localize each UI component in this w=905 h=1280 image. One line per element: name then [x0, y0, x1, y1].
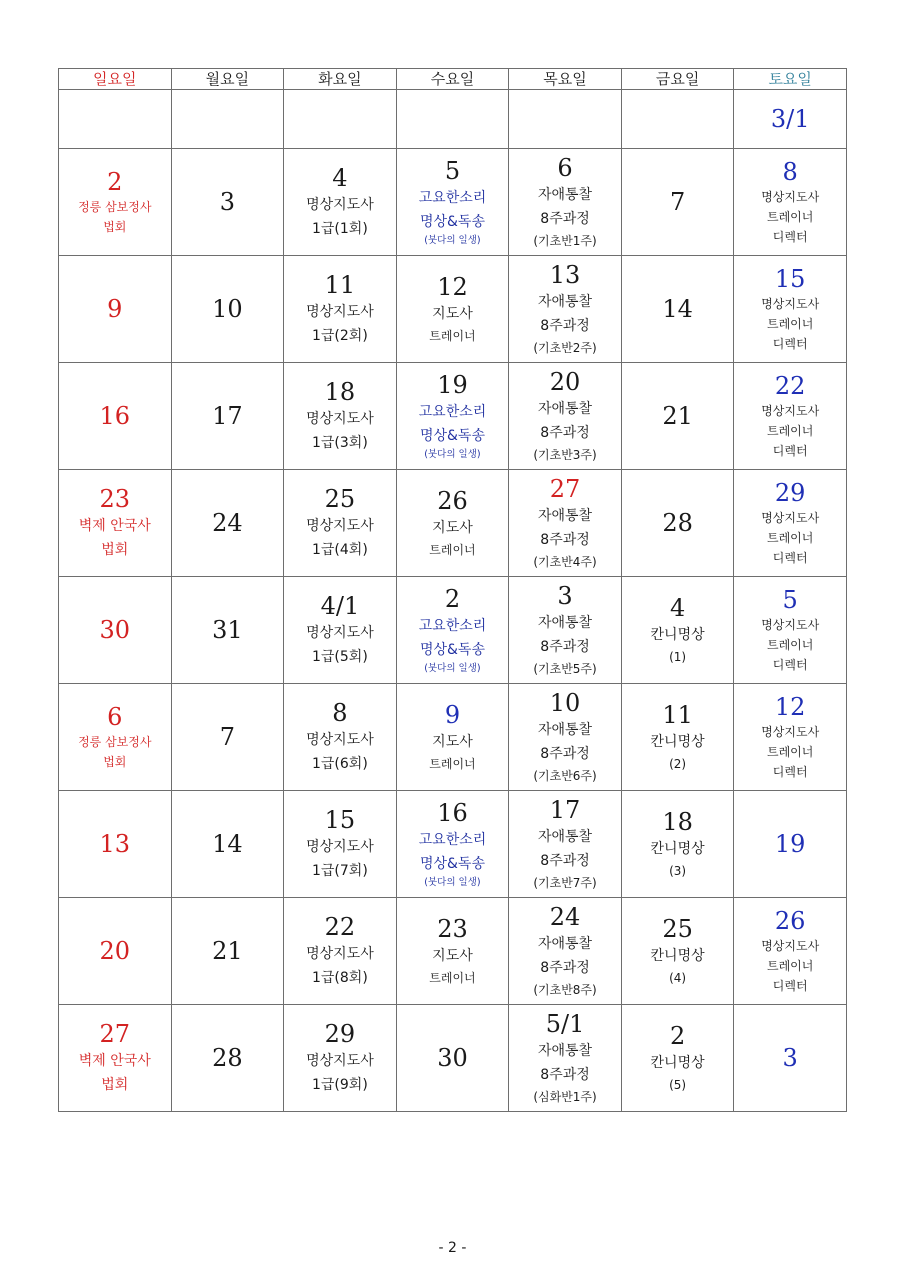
event-text: 1급(2회) [312, 328, 368, 344]
event-text: 자애통찰 [537, 294, 593, 310]
header-monday: 월요일 [171, 69, 284, 90]
day-cell [509, 149, 622, 256]
day-cell [621, 470, 734, 577]
event-text: 1급(7회) [312, 863, 368, 879]
day-number: 5/1 [545, 1010, 585, 1038]
day-cell [396, 898, 509, 1005]
header-friday: 금요일 [621, 69, 734, 90]
day-cell [621, 149, 734, 256]
calendar-table [58, 68, 847, 1112]
event-text: 1급(6회) [312, 756, 368, 772]
day-cell [284, 90, 397, 149]
day-number: 9 [444, 701, 461, 729]
week-row [59, 363, 847, 470]
day-number: 14 [662, 295, 693, 323]
event-text: 트레이너 [767, 210, 814, 224]
day-number: 6 [557, 154, 573, 182]
event-text: 명상지도사 [306, 625, 374, 641]
week-row [59, 90, 847, 149]
day-number: 23 [437, 915, 468, 943]
day-number: 7 [669, 188, 686, 216]
event-text: 디렉터 [772, 979, 808, 993]
day-number: 8 [332, 699, 348, 727]
day-cell [509, 898, 622, 1005]
event-text: 명상지도사 [306, 946, 374, 962]
day-cell [621, 577, 734, 684]
week-row [59, 791, 847, 898]
event-text: (기초반3주) [533, 448, 597, 462]
event-text: 트레이너 [429, 543, 476, 557]
event-text: 디렉터 [772, 444, 808, 458]
event-text: 자애통찰 [537, 722, 593, 738]
event-text: 1급(1회) [312, 221, 368, 237]
day-cell [171, 791, 284, 898]
event-text: 고요한소리 [418, 404, 487, 420]
day-cell [59, 470, 172, 577]
day-cell [171, 684, 284, 791]
event-text: 트레이너 [767, 317, 814, 331]
day-number: 19 [437, 371, 468, 399]
day-cell [734, 791, 847, 898]
event-text: 디렉터 [772, 230, 808, 244]
day-number: 22 [324, 913, 356, 941]
day-cell [621, 1005, 734, 1112]
day-cell [171, 1005, 284, 1112]
event-text: (기초반7주) [533, 876, 597, 890]
day-cell [396, 684, 509, 791]
day-cell [734, 1005, 847, 1112]
event-text: 명상지도사 [306, 1053, 374, 1069]
day-cell [396, 90, 509, 149]
event-text: 디렉터 [772, 658, 808, 672]
event-text: 명상&독송 [419, 642, 485, 658]
event-text: 명상지도사 [761, 404, 820, 418]
week-row [59, 577, 847, 684]
day-cell [284, 256, 397, 363]
day-number: 5 [444, 157, 461, 185]
day-cell [284, 898, 397, 1005]
day-cell [284, 577, 397, 684]
day-number: 28 [212, 1044, 243, 1072]
event-text: 지도사 [432, 306, 473, 322]
week-row [59, 1005, 847, 1112]
day-number: 16 [99, 402, 131, 430]
day-cell [171, 577, 284, 684]
day-cell [284, 684, 397, 791]
event-text: 법회 [103, 755, 127, 769]
day-number: 19 [774, 830, 806, 858]
event-text: 트레이너 [767, 424, 814, 438]
event-text: (4) [669, 971, 687, 985]
weekday-header-row [59, 69, 847, 90]
calendar-body [59, 90, 847, 1112]
event-text: 1급(9회) [312, 1077, 368, 1093]
day-cell [396, 577, 509, 684]
day-cell [59, 898, 172, 1005]
day-cell [621, 791, 734, 898]
day-cell [621, 90, 734, 149]
event-text: 정릉 삼보정사 [78, 735, 152, 749]
day-number: 18 [324, 378, 356, 406]
event-text: 자애통찰 [537, 401, 593, 417]
day-cell [171, 898, 284, 1005]
event-text: 트레이너 [767, 638, 814, 652]
day-cell [396, 470, 509, 577]
day-number: 31 [212, 616, 243, 644]
event-text: 트레이너 [767, 531, 814, 545]
event-text: (5) [669, 1078, 687, 1092]
day-number: 23 [99, 485, 131, 513]
day-cell [621, 684, 734, 791]
event-text: 1급(5회) [312, 649, 368, 665]
event-text: 지도사 [432, 948, 473, 964]
event-text: 8주과정 [540, 639, 590, 655]
event-text: 명상지도사 [306, 839, 374, 855]
day-cell [734, 898, 847, 1005]
day-cell [59, 90, 172, 149]
day-number: 8 [782, 158, 798, 186]
day-cell [59, 791, 172, 898]
day-cell [509, 470, 622, 577]
day-number: 3 [557, 582, 573, 610]
event-text: 지도사 [432, 734, 473, 750]
event-text: (붓다의 일생) [424, 235, 481, 246]
event-text: (기초반6주) [533, 769, 597, 783]
week-row [59, 898, 847, 1005]
day-number: 22 [774, 372, 806, 400]
event-text: 자애통찰 [537, 615, 593, 631]
event-text: 명상지도사 [306, 732, 374, 748]
day-number: 4 [332, 164, 348, 192]
page-number: - 2 - [438, 1240, 467, 1256]
event-text: 자애통찰 [537, 829, 593, 845]
day-number: 10 [212, 295, 243, 323]
day-cell [621, 363, 734, 470]
day-cell [396, 256, 509, 363]
day-number: 17 [549, 796, 581, 824]
event-text: 트레이너 [429, 329, 476, 343]
day-number: 15 [774, 265, 806, 293]
day-number: 25 [662, 915, 693, 943]
day-number: 3 [782, 1044, 798, 1072]
day-number: 21 [212, 937, 243, 965]
event-text: 8주과정 [540, 425, 590, 441]
header-tuesday: 화요일 [284, 69, 397, 90]
event-text: 자애통찰 [537, 1043, 593, 1059]
day-number: 26 [437, 487, 468, 515]
event-text: 법회 [103, 220, 127, 234]
day-number: 24 [549, 903, 581, 931]
day-cell [284, 149, 397, 256]
day-number: 11 [324, 271, 356, 299]
day-cell [284, 791, 397, 898]
day-number: 16 [437, 799, 468, 827]
day-number: 30 [99, 616, 131, 644]
day-cell [59, 256, 172, 363]
event-text: 1급(3회) [312, 435, 368, 451]
event-text: 트레이너 [429, 757, 476, 771]
day-cell [284, 363, 397, 470]
day-number: 25 [324, 485, 356, 513]
day-cell [509, 684, 622, 791]
day-number: 13 [549, 261, 581, 289]
header-wednesday: 수요일 [396, 69, 509, 90]
day-number: 13 [99, 830, 131, 858]
day-number: 26 [774, 907, 806, 935]
event-text: 8주과정 [540, 532, 590, 548]
event-text: 정릉 삼보정사 [78, 200, 152, 214]
day-cell [59, 149, 172, 256]
event-text: 법회 [101, 542, 129, 558]
day-cell [509, 791, 622, 898]
event-text: 법회 [101, 1077, 129, 1093]
event-text: 명상&독송 [419, 428, 485, 444]
event-text: (1) [669, 650, 687, 664]
event-text: (기초반4주) [533, 555, 597, 569]
day-cell [621, 898, 734, 1005]
day-number: 20 [99, 937, 131, 965]
week-row [59, 470, 847, 577]
event-text: (붓다의 일생) [424, 877, 481, 888]
day-cell [734, 684, 847, 791]
day-number: 27 [99, 1020, 131, 1048]
event-text: 명상지도사 [761, 725, 820, 739]
day-cell [59, 1005, 172, 1112]
header-sunday: 일요일 [59, 69, 172, 90]
day-cell [734, 470, 847, 577]
week-row [59, 684, 847, 791]
day-number: 18 [662, 808, 693, 836]
event-text: 칸니명상 [650, 1055, 705, 1071]
event-text: 명상지도사 [306, 411, 374, 427]
day-cell [509, 1005, 622, 1112]
week-row [59, 256, 847, 363]
event-text: 8주과정 [540, 211, 590, 227]
day-number: 24 [212, 509, 243, 537]
day-number: 2 [107, 168, 123, 196]
day-cell [734, 577, 847, 684]
day-number: 29 [774, 479, 806, 507]
day-cell [509, 256, 622, 363]
day-number: 4 [669, 594, 686, 622]
event-text: 명상지도사 [761, 939, 820, 953]
event-text: (붓다의 일생) [424, 663, 481, 674]
day-cell [59, 684, 172, 791]
event-text: 벽제 안국사 [78, 518, 151, 534]
day-cell [59, 577, 172, 684]
event-text: 8주과정 [540, 318, 590, 334]
event-text: 8주과정 [540, 853, 590, 869]
event-text: 트레이너 [429, 971, 476, 985]
event-text: 명상지도사 [761, 297, 820, 311]
event-text: 고요한소리 [418, 832, 487, 848]
day-cell [396, 149, 509, 256]
event-text: (기초반8주) [533, 983, 597, 997]
day-number: 5 [782, 586, 798, 614]
day-cell [171, 363, 284, 470]
event-text: 고요한소리 [418, 618, 487, 634]
day-cell [734, 256, 847, 363]
day-cell [509, 363, 622, 470]
day-number: 17 [212, 402, 243, 430]
event-text: 디렉터 [772, 551, 808, 565]
day-number: 15 [324, 806, 356, 834]
day-cell [171, 256, 284, 363]
event-text: 자애통찰 [537, 508, 593, 524]
event-text: 트레이너 [767, 745, 814, 759]
day-number: 28 [662, 509, 693, 537]
day-number: 10 [549, 689, 581, 717]
day-cell [171, 149, 284, 256]
day-number: 14 [212, 830, 243, 858]
event-text: 명상지도사 [306, 197, 374, 213]
event-text: 8주과정 [540, 746, 590, 762]
day-number: 6 [107, 703, 123, 731]
day-cell [734, 363, 847, 470]
event-text: 8주과정 [540, 960, 590, 976]
event-text: 지도사 [432, 520, 473, 536]
day-cell [396, 1005, 509, 1112]
day-number: 7 [219, 723, 235, 751]
event-text: (심화반1주) [533, 1090, 597, 1104]
event-text: 칸니명상 [650, 948, 705, 964]
day-number: 2 [444, 585, 461, 613]
event-text: 자애통찰 [537, 187, 593, 203]
event-text: 디렉터 [772, 337, 808, 351]
day-number: 4/1 [320, 592, 360, 620]
day-cell [621, 256, 734, 363]
day-number: 3/1 [770, 105, 810, 133]
event-text: 자애통찰 [537, 936, 593, 952]
event-text: 8주과정 [540, 1067, 590, 1083]
day-cell [284, 470, 397, 577]
day-cell [59, 363, 172, 470]
event-text: 명상지도사 [306, 518, 374, 534]
event-text: (3) [669, 864, 687, 878]
event-text: 트레이너 [767, 959, 814, 973]
event-text: 명상&독송 [419, 856, 485, 872]
event-text: (기초반5주) [533, 662, 597, 676]
day-number: 20 [549, 368, 581, 396]
day-number: 9 [107, 295, 123, 323]
day-number: 2 [669, 1022, 686, 1050]
header-thursday: 목요일 [509, 69, 622, 90]
day-number: 12 [774, 693, 806, 721]
day-number: 11 [662, 701, 693, 729]
event-text: (기초반1주) [533, 234, 597, 248]
event-text: 명상&독송 [419, 214, 485, 230]
event-text: (2) [669, 757, 687, 771]
event-text: 칸니명상 [650, 734, 705, 750]
event-text: 명상지도사 [306, 304, 374, 320]
day-cell [509, 90, 622, 149]
day-number: 29 [324, 1020, 356, 1048]
event-text: 디렉터 [772, 765, 808, 779]
day-cell [396, 791, 509, 898]
day-cell [171, 470, 284, 577]
event-text: 칸니명상 [650, 627, 705, 643]
event-text: (붓다의 일생) [424, 449, 481, 460]
event-text: 벽제 안국사 [78, 1053, 151, 1069]
event-text: 1급(8회) [312, 970, 368, 986]
day-cell [396, 363, 509, 470]
day-cell [171, 90, 284, 149]
event-text: (기초반2주) [533, 341, 597, 355]
day-cell [284, 1005, 397, 1112]
day-number: 27 [549, 475, 581, 503]
day-cell [734, 90, 847, 149]
event-text: 명상지도사 [761, 190, 820, 204]
day-number: 12 [437, 273, 468, 301]
event-text: 명상지도사 [761, 618, 820, 632]
event-text: 고요한소리 [418, 190, 487, 206]
event-text: 1급(4회) [312, 542, 368, 558]
day-number: 3 [219, 188, 235, 216]
header-saturday: 토요일 [734, 69, 847, 90]
week-row [59, 149, 847, 256]
day-cell [734, 149, 847, 256]
day-number: 21 [662, 402, 693, 430]
event-text: 칸니명상 [650, 841, 705, 857]
day-cell [509, 577, 622, 684]
event-text: 명상지도사 [761, 511, 820, 525]
day-number: 30 [437, 1044, 468, 1072]
